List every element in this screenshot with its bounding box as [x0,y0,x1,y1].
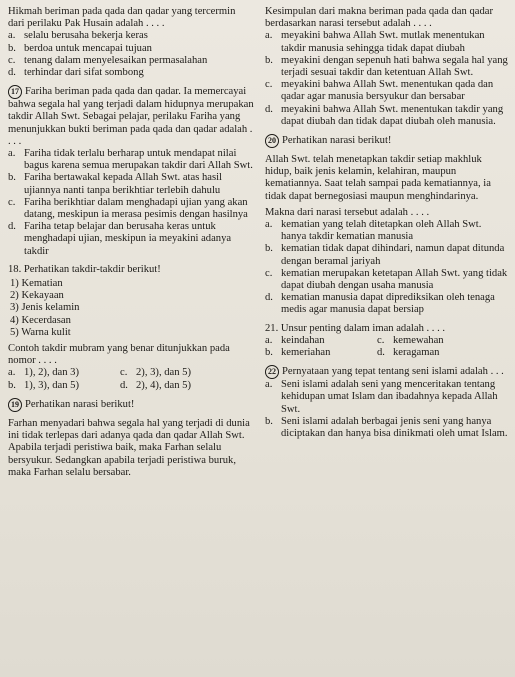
q20-option-a[interactable]: a. kematian yang telah ditetapkan oleh Allah Swt. hanya takdir kematian manusia [265,219,482,243]
q19-option-c[interactable]: c. meyakini bahwa Allah Swt. menentukan qada dan qadar agar manusia bersyukur dan bersabar [265,79,494,103]
q19-question: Kesimpulan dari makna beriman pada qada dan qadar berdasarkan narasi tersebut adalah . . . . [265,6,493,30]
q18-list-item: 2) Kekayaan [10,290,64,302]
q19-option-a[interactable]: a. meyakini bahwa Allah Swt. mutlak menentukan takdir manusia sehingga tidak dapat diubah [265,30,485,54]
q16-stem: Hikmah beriman pada qada dan qadar yang tercermin dari perilaku Pak Husain adalah . . . . [8,6,236,30]
question-16-continued [8,6,254,79]
q21-option-d[interactable]: d. keragaman [377,347,440,359]
q20-number: 20 [265,134,279,148]
question-19 [8,398,254,479]
q20-option-b[interactable]: b. kematian tidak dapat dihindari, namun dapat ditunda dengan beramal jariyah [265,243,505,267]
q21-option-c[interactable]: c. kemewahan [377,334,444,346]
q21-stem: 21. Unsur penting dalam iman adalah . . . . [265,322,446,334]
q19-option-b[interactable]: b. meyakini dengan sepenuh hati bahwa segala hal yang terjadi sesuai takdir dan ketentuan Allah Swt. [265,54,508,79]
q22-option-b[interactable]: b. Seni islami adalah berbagai jenis seni yang hanya diciptakan dan hanya bisa dinikmati oleh umat Islam. [265,415,508,440]
q21-options-row-1 [265,335,509,347]
q19-stem: 19 Perhatikan narasi berikut! [8,398,254,412]
q21-option-a[interactable]: a. keindahan [265,334,325,346]
q18-option-a[interactable]: a. 1), 2), dan 3) [8,367,80,379]
q16-option-d[interactable]: d. terhindar dari sifat sombong [8,67,144,79]
q16-option-a[interactable]: a. selalu berusaha bekerja keras [8,30,148,42]
q22-option-a[interactable]: a. Seni islami adalah seni yang menceritakan tentang kehidupan umat Islam dan ibadahnya kepada Allah Swt. [265,379,498,415]
q16-option-c[interactable]: c. tenang dalam menyelesaikan permasalahan [8,54,208,66]
q16-option-b[interactable]: b. berdoa untuk mencapai tujuan [8,42,152,54]
q22-stem: 22 Pernyataan yang tepat tentang seni islami adalah . . . [265,365,509,379]
q18-options-row-2 [8,380,254,392]
q21-option-b[interactable]: b. kemeriahan [265,347,331,359]
question-21 [265,323,509,360]
q20-option-d[interactable]: d. kematian manusia dapat diprediksikan oleh tenaga medis agar manusia dapat bersiap [265,292,495,316]
right-column [265,6,509,440]
q18-list-item: 3) Jenis kelamin [10,302,80,314]
q18-list-item: 1) Kematian [10,278,63,290]
q18-instruction: Contoh takdir mubram yang benar ditunjukkan pada nomor . . . . [8,343,230,367]
q19-option-d[interactable]: d. meyakini bahwa Allah Swt. menentukan takdir yang dapat diubah dan tidak dapat diubah oleh manusia. [265,103,504,127]
q18-option-c[interactable]: c. 2), 3), dan 5) [120,367,192,379]
q20-passage: Allah Swt. telah menetapkan takdir setiap makhluk hidup, baik jenis kelamin, kelahiran, maupun kematiannya. Saat telah sampai pada kematiannya, ia tidak dapat bernegosiasi maupun menghindarinya. [265,154,491,202]
q20-option-c[interactable]: c. kematian merupakan ketetapan Allah Swt. yang tidak dapat diubah dengan usaha manusia [265,267,508,292]
question-20 [265,134,509,317]
q19-number: 19 [8,398,22,412]
q18-list-item: 5) Warna kulit [10,326,71,338]
q17-option-c[interactable]: c. Fariha berikhtiar dalam menghadapi ujian yang akan datang, meskipun ia merasa pesimis dengan hasilnya [8,196,248,221]
q22-number: 22 [265,365,279,379]
question-19-continued [265,6,509,128]
q20-stem: 20 Perhatikan narasi berikut! [265,134,509,148]
q18-stem: 18. Perhatikan takdir-takdir berikut! [8,263,161,275]
question-18 [8,264,254,392]
question-22 [265,365,509,440]
q17-option-b[interactable]: b. Fariha bertawakal kepada Allah Swt. atas hasil ujiannya nanti tanpa berikhtiar terlebih dahulu [8,172,222,196]
left-column [8,6,254,483]
q17-option-a[interactable]: a. Fariha tidak terlalu berharap untuk mendapat nilai bagus karena semua merupakan takdir dari Allah Swt. [8,148,253,172]
q20-question: Makna dari narasi tersebut adalah . . . . [265,206,430,218]
q19-passage: Farhan menyadari bahwa segala hal yang terjadi di dunia ini tidak terlepas dari adanya qada dan qadar Allah Swt. Apabila terjadi peristiwa baik, maka Farhan selalu bersyukur. Sedangkan apabila terjadi peristiwa buruk, maka Farhan selalu bersabar. [8,417,250,478]
q18-option-d[interactable]: d. 2), 4), dan 5) [120,379,192,391]
q18-options-row-1 [8,367,254,379]
q18-list [8,278,254,339]
q21-options-row-2 [265,347,509,359]
q17-number: 17 [8,85,22,99]
q18-option-b[interactable]: b. 1), 3), dan 5) [8,379,80,391]
q17-stem: 17 Fariha beriman pada qada dan qadar. Ia memercayai bahwa segala hal yang terjadi dalam hidupnya merupakan takdir Allah Swt. Sebagai pelajar, perilaku Fariha yang menunjukkan bukti beriman pada qada dan qadar adalah . . . . [8,86,254,147]
q17-option-d[interactable]: d. Fariha tetap belajar dan berusaha keras untuk menghadapi ujian, meskipun ia meyakini adanya takdir [8,221,232,257]
question-17 [8,85,254,258]
q18-list-item: 4) Kecerdasan [10,314,71,326]
